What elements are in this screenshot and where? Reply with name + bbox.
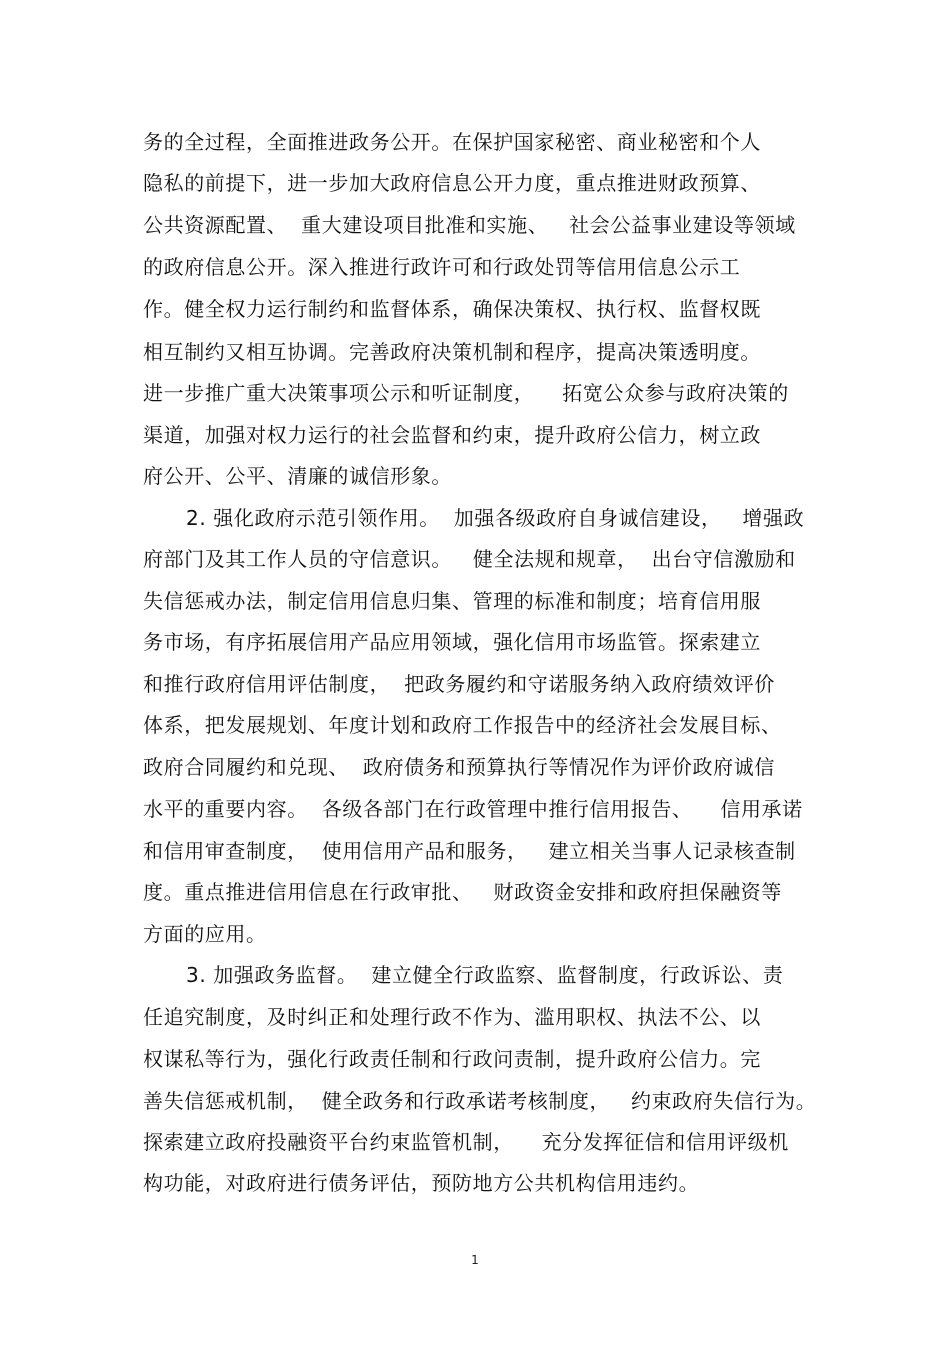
text-line: 隐私的前提下，进一步加大政府信息公开力度，重点推进财政预算、: [143, 171, 761, 195]
text-line: 公共资源配置、 重大建设项目批准和实施、 社会公益事业建设等领域: [143, 213, 796, 237]
text-line: 府公开、公平、清廉的诚信形象。: [143, 464, 452, 488]
paragraph-heading-2: 2. 强化政府示范引领作用。 加强各级政府自身诚信建设， 增强政: [186, 506, 805, 530]
paragraph-heading-3: 3. 加强政务监督。 建立健全行政监察、监督制度，行政诉讼、责: [186, 963, 784, 987]
text-line: 善失信惩戒机制， 健全政务和行政承诺考核制度， 约束政府失信行为。: [143, 1089, 817, 1113]
text-line: 体系，把发展规划、年度计划和政府工作报告中的经济社会发展目标、: [143, 713, 782, 737]
text-line: 方面的应用。: [143, 922, 267, 946]
text-line: 政府合同履约和兑现、 政府债务和预算执行等情况作为评价政府诚信: [143, 755, 775, 779]
text-line: 相互制约又相互协调。完善政府决策机制和程序，提高决策透明度。: [143, 340, 761, 364]
text-line: 构功能，对政府进行债务评估，预防地方公共机构信用违约。: [143, 1171, 700, 1195]
text-line: 度。重点推进信用信息在行政审批、 财政资金安排和政府担保融资等: [143, 880, 782, 904]
text-line: 渠道，加强对权力运行的社会监督和约束，提升政府公信力，树立政: [143, 423, 761, 447]
page-number: 1: [471, 1253, 479, 1267]
text-line: 和推行政府信用评估制度， 把政务履约和守诺服务纳入政府绩效评价: [143, 672, 775, 696]
text-line: 水平的重要内容。 各级各部门在行政管理中推行信用报告、 信用承诺: [143, 797, 803, 821]
text-line: 任追究制度，及时纠正和处理行政不作为、滥用职权、执法不公、以: [143, 1005, 761, 1029]
text-line: 进一步推广重大决策事项公示和听证制度， 拓宽公众参与政府决策的: [143, 381, 789, 405]
text-line: 作。健全权力运行制约和监督体系，确保决策权、执行权、监督权既: [143, 297, 761, 321]
text-line: 和信用审查制度， 使用信用产品和服务， 建立相关当事人记录核查制: [143, 839, 796, 863]
text-line: 探索建立政府投融资平台约束监管机制， 充分发挥征信和信用评级机: [143, 1130, 789, 1154]
text-line: 务的全过程，全面推进政务公开。在保护国家秘密、商业秘密和个人: [143, 130, 761, 154]
text-line: 府部门及其工作人员的守信意识。 健全法规和规章， 出台守信激励和: [143, 547, 796, 571]
text-line: 的政府信息公开。深入推进行政许可和行政处罚等信用信息公示工: [143, 255, 741, 279]
text-line: 务市场，有序拓展信用产品应用领域，强化信用市场监管。探索建立: [143, 630, 761, 654]
text-line: 失信惩戒办法，制定信用信息归集、管理的标准和制度；培育信用服: [143, 589, 761, 613]
text-line: 权谋私等行为，强化行政责任制和行政问责制，提升政府公信力。完: [143, 1047, 761, 1071]
